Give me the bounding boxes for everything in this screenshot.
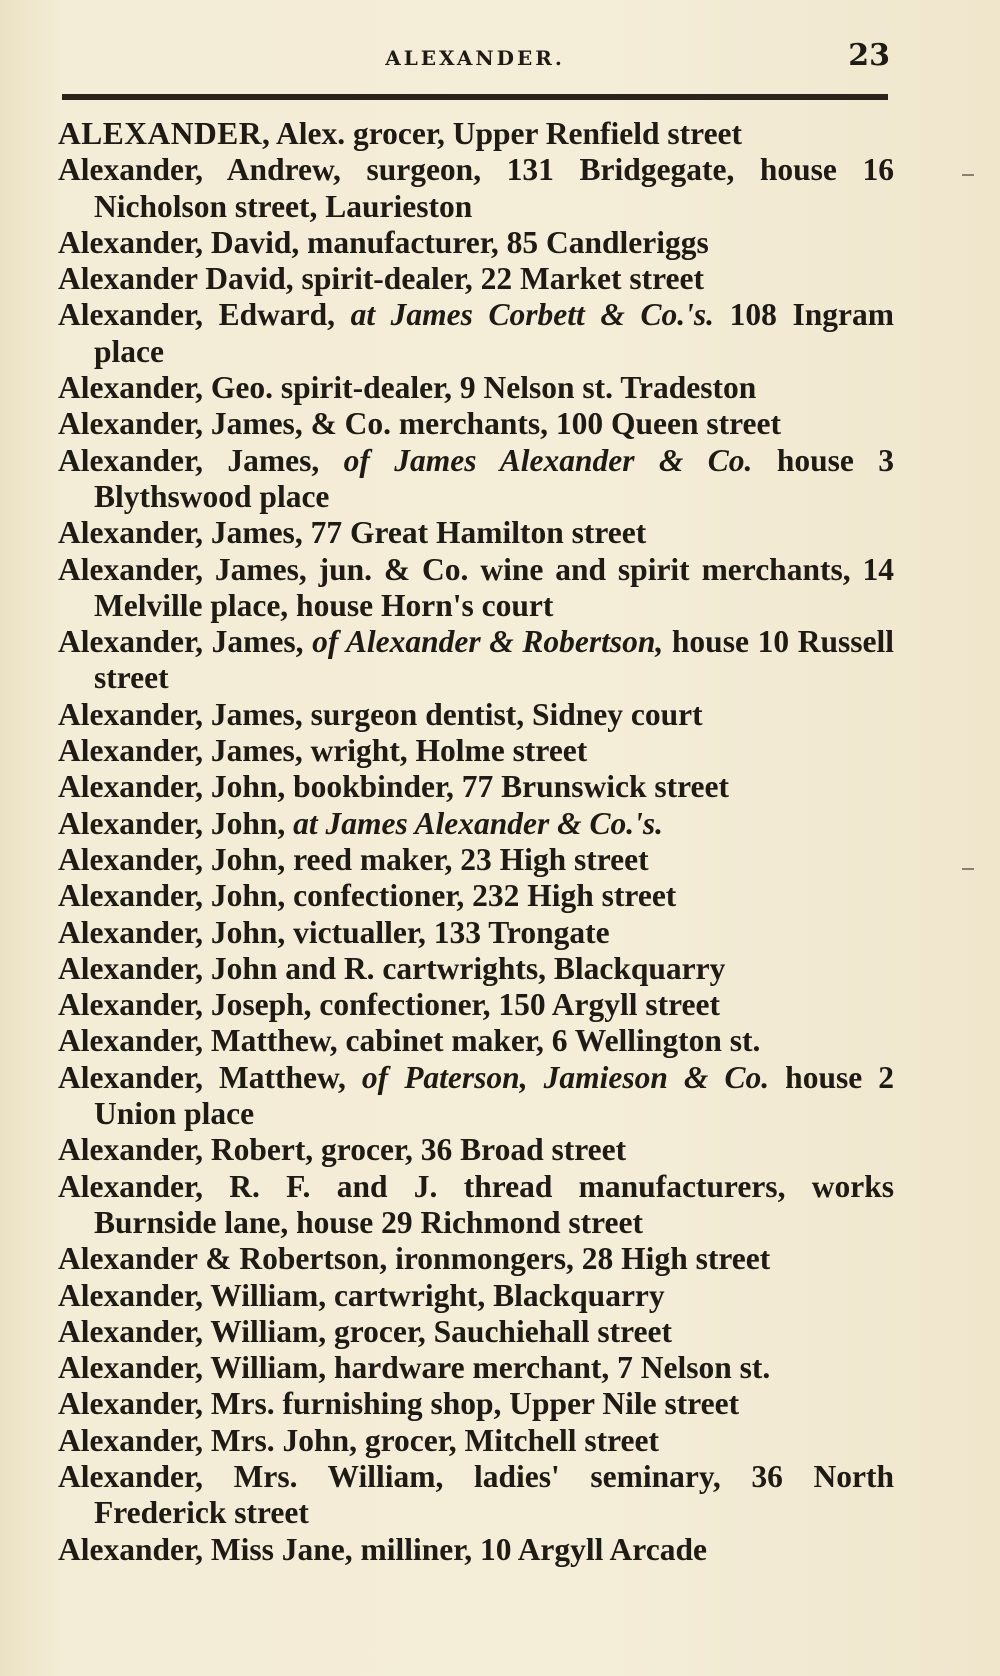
- entry-text: Alexander, James, & Co. merchants, 100 Queen street: [58, 406, 781, 442]
- entry-italic-text: of James Alexander & Co.: [343, 442, 753, 478]
- directory-entries: [58, 116, 894, 1568]
- directory-entry: [58, 370, 894, 406]
- directory-entry: [58, 1350, 894, 1386]
- entry-text: Alexander, Joseph, confectioner, 150 Argyll street: [58, 987, 721, 1023]
- entry-text: Alexander, James,: [58, 442, 344, 478]
- directory-entry: [58, 1386, 894, 1422]
- entry-text: Alexander, John,: [58, 805, 294, 841]
- entry-text: Alexander, John and R. cartwrights, Blackquarry: [58, 950, 726, 986]
- directory-entry: [58, 152, 894, 225]
- directory-entry: [58, 261, 894, 297]
- directory-entry: [58, 915, 894, 951]
- directory-entry: [58, 1314, 894, 1350]
- directory-entry: [58, 733, 894, 769]
- entry-text: Alexander, James, 77 Great Hamilton street: [58, 515, 647, 551]
- entry-text: Alexander, Andrew, surgeon, 131 Bridgegate, house 16 Nicholson street, Laurieston: [58, 152, 894, 224]
- margin-mark: [962, 868, 974, 870]
- directory-entry: [58, 406, 894, 442]
- entry-text: Alexander, John, confectioner, 232 High street: [58, 878, 677, 914]
- directory-entry: [58, 697, 894, 733]
- header-rule: [62, 94, 888, 100]
- page-header: [60, 38, 890, 78]
- entry-text: Alexander, R. F. and J. thread manufacturers, works Burnside lane, house 29 Richmond street: [58, 1168, 894, 1240]
- directory-entry: [58, 1423, 894, 1459]
- entry-text: Alexander, Matthew, cabinet maker, 6 Wellington st.: [58, 1023, 761, 1059]
- entry-text: , Alex. grocer, Upper Renfield street: [262, 116, 743, 151]
- directory-entry: [58, 1532, 894, 1568]
- entry-text: Alexander, Robert, grocer, 36 Broad street: [58, 1132, 627, 1168]
- entry-text: house 2 Union place: [94, 1059, 894, 1132]
- entry-text: house 10 Russell street: [94, 624, 894, 696]
- entry-text: Alexander, Mrs. furnishing shop, Upper Nile street: [58, 1386, 740, 1422]
- directory-entry: [58, 1023, 894, 1059]
- page-number: 23: [848, 38, 890, 73]
- directory-entry: [58, 515, 894, 551]
- entry-text: Alexander, Matthew,: [58, 1059, 362, 1095]
- entry-text: Alexander, Mrs. William, ladies' seminary, 36 North Frederick street: [58, 1458, 894, 1531]
- directory-entry: [58, 951, 894, 987]
- entry-text: Alexander, James, surgeon dentist, Sidney court: [58, 696, 703, 732]
- directory-entry: [58, 443, 894, 516]
- entry-text: Alexander, James, jun. & Co. wine and spirit merchants, 14 Melville place, house Horn's court: [58, 551, 894, 623]
- entry-text: Alexander, William, hardware merchant, 7 Nelson st.: [58, 1350, 771, 1386]
- entry-text: Alexander, John, bookbinder, 77 Brunswick street: [58, 769, 729, 805]
- directory-entry: [58, 878, 894, 914]
- directory-entry: [58, 1459, 894, 1532]
- entry-text: Alexander, Edward,: [58, 297, 351, 333]
- entry-text: Alexander, David, manufacturer, 85 Candleriggs: [58, 224, 709, 260]
- entry-text: Alexander, William, cartwright, Blackquarry: [58, 1277, 665, 1313]
- directory-entry: [58, 842, 894, 878]
- entry-text: Alexander, John, reed maker, 23 High street: [58, 841, 649, 877]
- directory-entry: [58, 116, 894, 152]
- entry-text: Alexander, Mrs. John, grocer, Mitchell street: [58, 1422, 660, 1458]
- entry-text: Alexander, James,: [58, 624, 313, 660]
- entry-italic-text: at James Alexander & Co.'s.: [293, 805, 663, 841]
- entry-italic-text: of Alexander & Robertson,: [312, 624, 664, 660]
- directory-entry: [58, 769, 894, 805]
- entry-surname-heading: ALEXANDER: [58, 116, 263, 151]
- running-head: ALEXANDER.: [385, 46, 565, 70]
- directory-entry: [58, 297, 894, 370]
- directory-entry: [58, 624, 894, 697]
- entry-text: Alexander, Geo. spirit-dealer, 9 Nelson st. Tradeston: [58, 370, 757, 406]
- entry-text: 108 Ingram place: [94, 297, 894, 369]
- margin-mark: [962, 174, 974, 176]
- directory-entry: [58, 1241, 894, 1277]
- directory-entry: [58, 1169, 894, 1242]
- entry-text: Alexander David, spirit-dealer, 22 Market street: [58, 261, 704, 297]
- entry-text: Alexander & Robertson, ironmongers, 28 High street: [58, 1241, 771, 1277]
- entry-text: Alexander, John, victualler, 133 Trongate: [58, 914, 610, 950]
- entry-italic-text: of Paterson, Jamieson & Co.: [361, 1059, 770, 1095]
- entry-text: house 3 Blythswood place: [94, 442, 894, 514]
- entry-text: Alexander, Miss Jane, milliner, 10 Argyll Arcade: [58, 1531, 707, 1567]
- directory-entry: [58, 1278, 894, 1314]
- directory-entry: [58, 552, 894, 625]
- directory-entry: [58, 1132, 894, 1168]
- entry-italic-text: at James Corbett & Co.'s.: [350, 297, 715, 333]
- entry-text: Alexander, James, wright, Holme street: [58, 733, 588, 769]
- directory-entry: [58, 806, 894, 842]
- entry-text: Alexander, William, grocer, Sauchiehall street: [58, 1313, 672, 1349]
- directory-entry: [58, 225, 894, 261]
- directory-entry: [58, 1060, 894, 1133]
- directory-entry: [58, 987, 894, 1023]
